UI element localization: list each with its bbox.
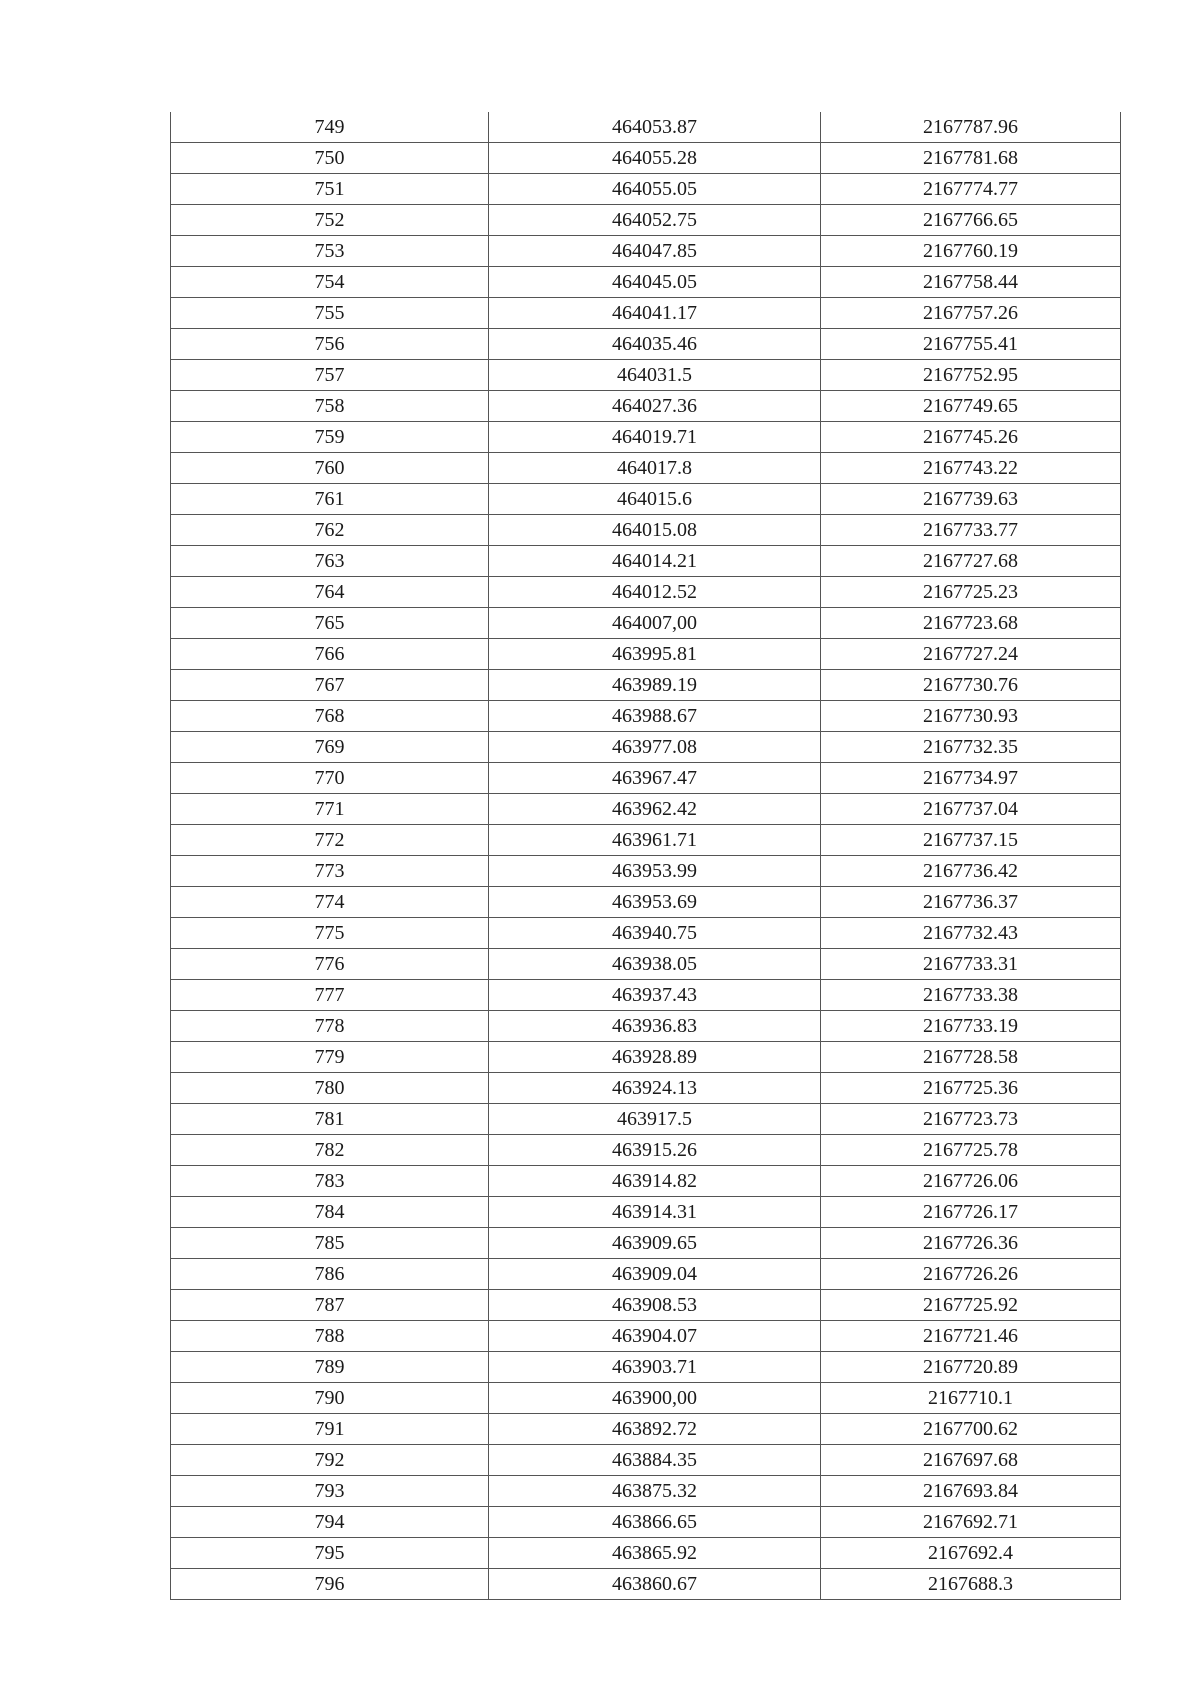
table-row bbox=[171, 112, 1121, 143]
y-coordinate-cell: 2167736.42 bbox=[821, 856, 1121, 887]
table-row bbox=[171, 484, 1121, 515]
point-number-cell: 785 bbox=[171, 1228, 489, 1259]
point-number-cell: 752 bbox=[171, 205, 489, 236]
y-coordinate-cell: 2167752.95 bbox=[821, 360, 1121, 391]
y-coordinate-cell: 2167692.4 bbox=[821, 1538, 1121, 1569]
table-row bbox=[171, 608, 1121, 639]
x-coordinate-cell: 463865.92 bbox=[489, 1538, 821, 1569]
point-number-cell: 776 bbox=[171, 949, 489, 980]
y-coordinate-cell: 2167693.84 bbox=[821, 1476, 1121, 1507]
y-coordinate-cell: 2167766.65 bbox=[821, 205, 1121, 236]
y-coordinate-cell: 2167725.36 bbox=[821, 1073, 1121, 1104]
table-row bbox=[171, 298, 1121, 329]
y-coordinate-cell: 2167733.77 bbox=[821, 515, 1121, 546]
y-coordinate-cell: 2167737.04 bbox=[821, 794, 1121, 825]
x-coordinate-cell: 463866.65 bbox=[489, 1507, 821, 1538]
y-coordinate-cell: 2167781.68 bbox=[821, 143, 1121, 174]
table-row bbox=[171, 1507, 1121, 1538]
y-coordinate-cell: 2167726.06 bbox=[821, 1166, 1121, 1197]
point-number-cell: 761 bbox=[171, 484, 489, 515]
x-coordinate-cell: 463904.07 bbox=[489, 1321, 821, 1352]
point-number-cell: 764 bbox=[171, 577, 489, 608]
point-number-cell: 793 bbox=[171, 1476, 489, 1507]
x-coordinate-cell: 463995.81 bbox=[489, 639, 821, 670]
table-row bbox=[171, 732, 1121, 763]
table-row bbox=[171, 639, 1121, 670]
y-coordinate-cell: 2167727.24 bbox=[821, 639, 1121, 670]
x-coordinate-cell: 464035.46 bbox=[489, 329, 821, 360]
y-coordinate-cell: 2167732.43 bbox=[821, 918, 1121, 949]
table-row bbox=[171, 763, 1121, 794]
y-coordinate-cell: 2167730.76 bbox=[821, 670, 1121, 701]
x-coordinate-cell: 463915.26 bbox=[489, 1135, 821, 1166]
point-number-cell: 791 bbox=[171, 1414, 489, 1445]
x-coordinate-cell: 464031.5 bbox=[489, 360, 821, 391]
y-coordinate-cell: 2167697.68 bbox=[821, 1445, 1121, 1476]
table-row bbox=[171, 1011, 1121, 1042]
table-row bbox=[171, 422, 1121, 453]
table-row bbox=[171, 1414, 1121, 1445]
y-coordinate-cell: 2167749.65 bbox=[821, 391, 1121, 422]
table-row bbox=[171, 825, 1121, 856]
point-number-cell: 770 bbox=[171, 763, 489, 794]
table-row bbox=[171, 1228, 1121, 1259]
table-row bbox=[171, 360, 1121, 391]
table-row bbox=[171, 980, 1121, 1011]
point-number-cell: 787 bbox=[171, 1290, 489, 1321]
y-coordinate-cell: 2167720.89 bbox=[821, 1352, 1121, 1383]
y-coordinate-cell: 2167726.17 bbox=[821, 1197, 1121, 1228]
x-coordinate-cell: 463937.43 bbox=[489, 980, 821, 1011]
point-number-cell: 750 bbox=[171, 143, 489, 174]
point-number-cell: 775 bbox=[171, 918, 489, 949]
x-coordinate-cell: 463860.67 bbox=[489, 1569, 821, 1600]
x-coordinate-cell: 463967.47 bbox=[489, 763, 821, 794]
point-number-cell: 781 bbox=[171, 1104, 489, 1135]
x-coordinate-cell: 464055.05 bbox=[489, 174, 821, 205]
y-coordinate-cell: 2167726.26 bbox=[821, 1259, 1121, 1290]
y-coordinate-cell: 2167739.63 bbox=[821, 484, 1121, 515]
x-coordinate-cell: 464041.17 bbox=[489, 298, 821, 329]
y-coordinate-cell: 2167734.97 bbox=[821, 763, 1121, 794]
y-coordinate-cell: 2167700.62 bbox=[821, 1414, 1121, 1445]
x-coordinate-cell: 464014.21 bbox=[489, 546, 821, 577]
table-row bbox=[171, 267, 1121, 298]
x-coordinate-cell: 464012.52 bbox=[489, 577, 821, 608]
y-coordinate-cell: 2167787.96 bbox=[821, 112, 1121, 143]
y-coordinate-cell: 2167755.41 bbox=[821, 329, 1121, 360]
x-coordinate-cell: 464053.87 bbox=[489, 112, 821, 143]
point-number-cell: 751 bbox=[171, 174, 489, 205]
point-number-cell: 760 bbox=[171, 453, 489, 484]
point-number-cell: 789 bbox=[171, 1352, 489, 1383]
y-coordinate-cell: 2167725.78 bbox=[821, 1135, 1121, 1166]
y-coordinate-cell: 2167723.73 bbox=[821, 1104, 1121, 1135]
point-number-cell: 795 bbox=[171, 1538, 489, 1569]
coordinates-table-body bbox=[171, 112, 1121, 1600]
y-coordinate-cell: 2167733.38 bbox=[821, 980, 1121, 1011]
table-row bbox=[171, 1166, 1121, 1197]
x-coordinate-cell: 463988.67 bbox=[489, 701, 821, 732]
table-row bbox=[171, 174, 1121, 205]
y-coordinate-cell: 2167743.22 bbox=[821, 453, 1121, 484]
y-coordinate-cell: 2167732.35 bbox=[821, 732, 1121, 763]
y-coordinate-cell: 2167774.77 bbox=[821, 174, 1121, 205]
point-number-cell: 773 bbox=[171, 856, 489, 887]
x-coordinate-cell: 463908.53 bbox=[489, 1290, 821, 1321]
x-coordinate-cell: 463940.75 bbox=[489, 918, 821, 949]
x-coordinate-cell: 463914.82 bbox=[489, 1166, 821, 1197]
point-number-cell: 753 bbox=[171, 236, 489, 267]
point-number-cell: 788 bbox=[171, 1321, 489, 1352]
y-coordinate-cell: 2167757.26 bbox=[821, 298, 1121, 329]
x-coordinate-cell: 463989.19 bbox=[489, 670, 821, 701]
x-coordinate-cell: 464045.05 bbox=[489, 267, 821, 298]
point-number-cell: 769 bbox=[171, 732, 489, 763]
table-row bbox=[171, 701, 1121, 732]
x-coordinate-cell: 463875.32 bbox=[489, 1476, 821, 1507]
table-row bbox=[171, 1476, 1121, 1507]
x-coordinate-cell: 463903.71 bbox=[489, 1352, 821, 1383]
y-coordinate-cell: 2167745.26 bbox=[821, 422, 1121, 453]
table-row bbox=[171, 1445, 1121, 1476]
point-number-cell: 766 bbox=[171, 639, 489, 670]
y-coordinate-cell: 2167733.19 bbox=[821, 1011, 1121, 1042]
y-coordinate-cell: 2167721.46 bbox=[821, 1321, 1121, 1352]
point-number-cell: 768 bbox=[171, 701, 489, 732]
x-coordinate-cell: 464017.8 bbox=[489, 453, 821, 484]
point-number-cell: 749 bbox=[171, 112, 489, 143]
table-row bbox=[171, 577, 1121, 608]
x-coordinate-cell: 463909.04 bbox=[489, 1259, 821, 1290]
x-coordinate-cell: 463953.69 bbox=[489, 887, 821, 918]
y-coordinate-cell: 2167730.93 bbox=[821, 701, 1121, 732]
x-coordinate-cell: 463884.35 bbox=[489, 1445, 821, 1476]
point-number-cell: 783 bbox=[171, 1166, 489, 1197]
point-number-cell: 792 bbox=[171, 1445, 489, 1476]
x-coordinate-cell: 463892.72 bbox=[489, 1414, 821, 1445]
point-number-cell: 790 bbox=[171, 1383, 489, 1414]
point-number-cell: 777 bbox=[171, 980, 489, 1011]
table-row bbox=[171, 1383, 1121, 1414]
y-coordinate-cell: 2167726.36 bbox=[821, 1228, 1121, 1259]
x-coordinate-cell: 464019.71 bbox=[489, 422, 821, 453]
x-coordinate-cell: 463961.71 bbox=[489, 825, 821, 856]
point-number-cell: 779 bbox=[171, 1042, 489, 1073]
table-row bbox=[171, 949, 1121, 980]
table-row bbox=[171, 1135, 1121, 1166]
y-coordinate-cell: 2167723.68 bbox=[821, 608, 1121, 639]
table-row bbox=[171, 1569, 1121, 1600]
y-coordinate-cell: 2167725.23 bbox=[821, 577, 1121, 608]
table-row bbox=[171, 329, 1121, 360]
x-coordinate-cell: 463936.83 bbox=[489, 1011, 821, 1042]
point-number-cell: 759 bbox=[171, 422, 489, 453]
x-coordinate-cell: 463909.65 bbox=[489, 1228, 821, 1259]
point-number-cell: 765 bbox=[171, 608, 489, 639]
table-row bbox=[171, 453, 1121, 484]
table-row bbox=[171, 1290, 1121, 1321]
table-row bbox=[171, 391, 1121, 422]
point-number-cell: 755 bbox=[171, 298, 489, 329]
point-number-cell: 796 bbox=[171, 1569, 489, 1600]
x-coordinate-cell: 463953.99 bbox=[489, 856, 821, 887]
table-row bbox=[171, 1197, 1121, 1228]
point-number-cell: 778 bbox=[171, 1011, 489, 1042]
table-row bbox=[171, 1104, 1121, 1135]
table-row bbox=[171, 1321, 1121, 1352]
table-row bbox=[171, 670, 1121, 701]
point-number-cell: 758 bbox=[171, 391, 489, 422]
point-number-cell: 780 bbox=[171, 1073, 489, 1104]
x-coordinate-cell: 463917.5 bbox=[489, 1104, 821, 1135]
x-coordinate-cell: 464027.36 bbox=[489, 391, 821, 422]
point-number-cell: 784 bbox=[171, 1197, 489, 1228]
x-coordinate-cell: 463928.89 bbox=[489, 1042, 821, 1073]
y-coordinate-cell: 2167688.3 bbox=[821, 1569, 1121, 1600]
y-coordinate-cell: 2167733.31 bbox=[821, 949, 1121, 980]
y-coordinate-cell: 2167760.19 bbox=[821, 236, 1121, 267]
x-coordinate-cell: 463900,00 bbox=[489, 1383, 821, 1414]
point-number-cell: 762 bbox=[171, 515, 489, 546]
table-row bbox=[171, 205, 1121, 236]
x-coordinate-cell: 464015.08 bbox=[489, 515, 821, 546]
point-number-cell: 754 bbox=[171, 267, 489, 298]
y-coordinate-cell: 2167727.68 bbox=[821, 546, 1121, 577]
x-coordinate-cell: 463962.42 bbox=[489, 794, 821, 825]
table-row bbox=[171, 515, 1121, 546]
coordinates-table bbox=[170, 112, 1121, 1600]
x-coordinate-cell: 463977.08 bbox=[489, 732, 821, 763]
x-coordinate-cell: 464055.28 bbox=[489, 143, 821, 174]
point-number-cell: 756 bbox=[171, 329, 489, 360]
point-number-cell: 757 bbox=[171, 360, 489, 391]
table-row bbox=[171, 856, 1121, 887]
y-coordinate-cell: 2167758.44 bbox=[821, 267, 1121, 298]
table-row bbox=[171, 546, 1121, 577]
y-coordinate-cell: 2167737.15 bbox=[821, 825, 1121, 856]
table-row bbox=[171, 918, 1121, 949]
table-row bbox=[171, 1042, 1121, 1073]
table-row bbox=[171, 887, 1121, 918]
point-number-cell: 786 bbox=[171, 1259, 489, 1290]
table-row bbox=[171, 1073, 1121, 1104]
point-number-cell: 767 bbox=[171, 670, 489, 701]
table-row bbox=[171, 794, 1121, 825]
table-row bbox=[171, 1538, 1121, 1569]
point-number-cell: 794 bbox=[171, 1507, 489, 1538]
y-coordinate-cell: 2167736.37 bbox=[821, 887, 1121, 918]
table-row bbox=[171, 236, 1121, 267]
x-coordinate-cell: 463914.31 bbox=[489, 1197, 821, 1228]
x-coordinate-cell: 464007,00 bbox=[489, 608, 821, 639]
y-coordinate-cell: 2167728.58 bbox=[821, 1042, 1121, 1073]
x-coordinate-cell: 464047.85 bbox=[489, 236, 821, 267]
y-coordinate-cell: 2167725.92 bbox=[821, 1290, 1121, 1321]
table-row bbox=[171, 143, 1121, 174]
table-row bbox=[171, 1352, 1121, 1383]
y-coordinate-cell: 2167692.71 bbox=[821, 1507, 1121, 1538]
y-coordinate-cell: 2167710.1 bbox=[821, 1383, 1121, 1414]
point-number-cell: 782 bbox=[171, 1135, 489, 1166]
x-coordinate-cell: 464052.75 bbox=[489, 205, 821, 236]
point-number-cell: 771 bbox=[171, 794, 489, 825]
x-coordinate-cell: 464015.6 bbox=[489, 484, 821, 515]
x-coordinate-cell: 463938.05 bbox=[489, 949, 821, 980]
x-coordinate-cell: 463924.13 bbox=[489, 1073, 821, 1104]
table-row bbox=[171, 1259, 1121, 1290]
point-number-cell: 763 bbox=[171, 546, 489, 577]
point-number-cell: 772 bbox=[171, 825, 489, 856]
point-number-cell: 774 bbox=[171, 887, 489, 918]
